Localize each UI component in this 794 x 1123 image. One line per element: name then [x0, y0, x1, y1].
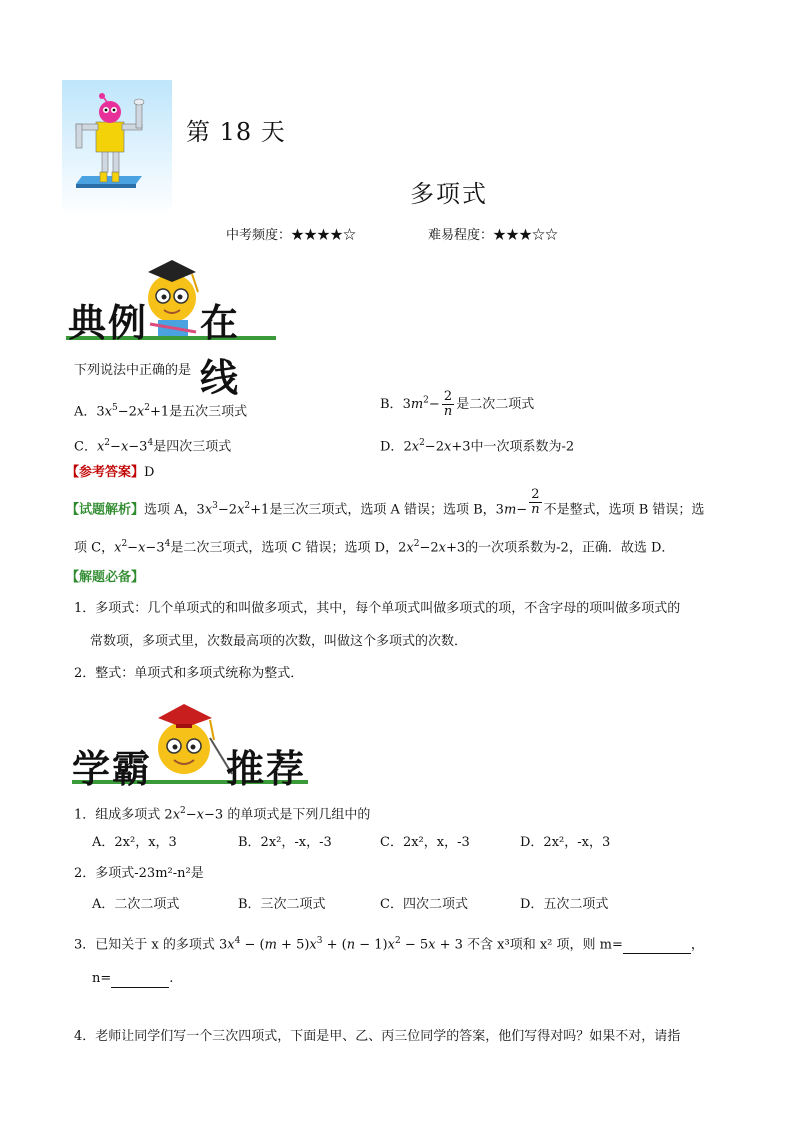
q3-n-label: n=	[92, 971, 112, 986]
option-d: D．$2x^2-2x+3$中一次项系数为-2	[380, 438, 575, 455]
q1-stem: 1．组成多项式 $2x^2-x-3$ 的单项式是下列几组中的	[74, 806, 371, 823]
day-label: 第 18 天	[186, 118, 286, 146]
must-know-2: 2．整式：单项式和多项式统称为整式．	[74, 666, 304, 681]
q1-option-c: C．2x²，x，-3	[380, 835, 470, 850]
option-d-text: 中一次项系数为-2	[470, 439, 575, 455]
q3-second-line	[92, 970, 173, 988]
difficulty-level-stars: ★★★☆☆	[493, 228, 559, 243]
difficulty-level	[428, 227, 558, 245]
must-know-tag: 【解题必备】	[66, 570, 145, 585]
banner2-left-text: 学霸	[72, 746, 153, 791]
must-know-1-line-2: 常数项，多项式里，次数最高项的次数，叫做这个多项式的次数．	[90, 634, 468, 649]
option-b-label: B．	[380, 397, 403, 412]
exam-frequency-label: 中考频度：	[226, 228, 292, 243]
q1-prefix: 1．组成多项式	[74, 807, 165, 823]
analysis-text-c: 不是整式，选项 B 错误；选	[543, 502, 705, 518]
q1-suffix: 的单项式是下列几组中的	[223, 807, 371, 823]
analysis-text-e: 是二次三项式，选项 C 错误；选项 D，	[170, 540, 399, 556]
q1-option-a: A．2x²，x，3	[92, 835, 177, 850]
q2-option-b: B．三次二项式	[238, 897, 326, 912]
option-c-label: C．	[74, 439, 97, 455]
analysis-text-b: 是三次三项式，选项 A 错误；选项 B，	[269, 502, 496, 518]
option-a: A．$3x^5-2x^2+1$是五次三项式	[74, 403, 248, 420]
analysis-text-f: 的一次项系数为-2，正确．故选 D．	[465, 540, 675, 556]
option-a-text: 是五次三项式	[169, 404, 248, 420]
analysis-denominator: n	[531, 502, 540, 518]
q1-option-b: B．2x²，-x，-3	[238, 835, 332, 850]
q3-stem: 3．已知关于 x 的多项式 $3x^4 - (m + 5)x^3 + (n - 1)x^2 - 5x + 3$ 不含 x³项和 x² 项，则 m= ，	[74, 936, 704, 953]
question-stem: 下列说法中正确的是	[74, 363, 192, 378]
banner-left-text: 典例	[68, 300, 149, 345]
analysis-tag: 【试题解析】	[66, 502, 145, 518]
analysis-text-a: 选项 A，	[144, 502, 197, 518]
banner2-right-text: 推荐	[226, 746, 307, 791]
q1-option-d: D．2x²，-x，3	[520, 835, 611, 850]
q2-option-a: A．二次二项式	[92, 897, 180, 912]
option-c-text: 是四次三项式	[153, 439, 232, 455]
robot-illustration	[62, 80, 172, 216]
difficulty-level-label: 难易程度：	[428, 228, 494, 243]
q2-option-c: C．四次二项式	[380, 897, 468, 912]
answer-value: D	[144, 465, 155, 480]
q3-prefix: 3．已知关于 x 的多项式	[74, 937, 219, 953]
q3-comma: ，	[690, 937, 704, 953]
analysis-fraction	[529, 488, 541, 517]
option-b-fraction	[442, 390, 454, 419]
answer-line	[66, 464, 154, 482]
answer-tag: 【参考答案】	[66, 465, 145, 480]
option-b-text: 是二次二项式	[456, 397, 535, 412]
q3-end: .	[169, 971, 174, 986]
q4-stem: 4．老师让同学们写一个三次四项式，下面是甲、乙、丙三位同学的答案，他们写得对吗？如果不对，请指	[74, 1029, 681, 1044]
exam-frequency-stars: ★★★★☆	[291, 228, 357, 243]
analysis-line-2: 项 C，$x^2-x-3^4$是二次三项式，选项 C 错误；选项 D，$2x^2-2x+3$的一次项系数为-2，正确．故选 D．	[74, 539, 675, 556]
option-d-label: D．	[380, 439, 404, 455]
option-b-denominator: n	[443, 404, 453, 419]
exam-frequency	[226, 227, 356, 245]
analysis-text-d: 项 C，	[74, 540, 115, 556]
option-b: B．$3m^2-$ $\frac{2}{n}$ 是二次二项式	[380, 389, 535, 419]
option-c: C．$x^2-x-3^4$是四次三项式	[74, 438, 232, 455]
q2-option-d: D．五次二项式	[520, 897, 609, 912]
q3-blank-m[interactable]	[623, 939, 691, 954]
q2-stem: 2．多项式-23m²-n²是	[74, 866, 204, 881]
option-b-numerator: 2	[442, 390, 454, 405]
q3-middle: 不含 x³项和 x² 项，则 m=	[462, 937, 623, 953]
banner-right-text: 在线	[200, 300, 241, 400]
option-a-label: A．	[74, 404, 97, 420]
section-banner-recommend	[72, 698, 308, 790]
q3-blank-n[interactable]	[111, 973, 169, 988]
analysis-line-1: 【试题解析】选项 A，$3x^3-2x^2+1$是三次三项式，选项 A 错误；选项 B，3m− $\frac{2}{n}$ 不是整式，选项 B 错误；选	[66, 487, 705, 518]
must-know-1-line-1: 1．多项式：几个单项式的和叫做多项式，其中，每个单项式叫做多项式的项，不含字母的项叫做多项式的	[74, 601, 681, 616]
analysis-numerator: 2	[529, 488, 541, 503]
page-title: 多项式	[410, 180, 488, 208]
